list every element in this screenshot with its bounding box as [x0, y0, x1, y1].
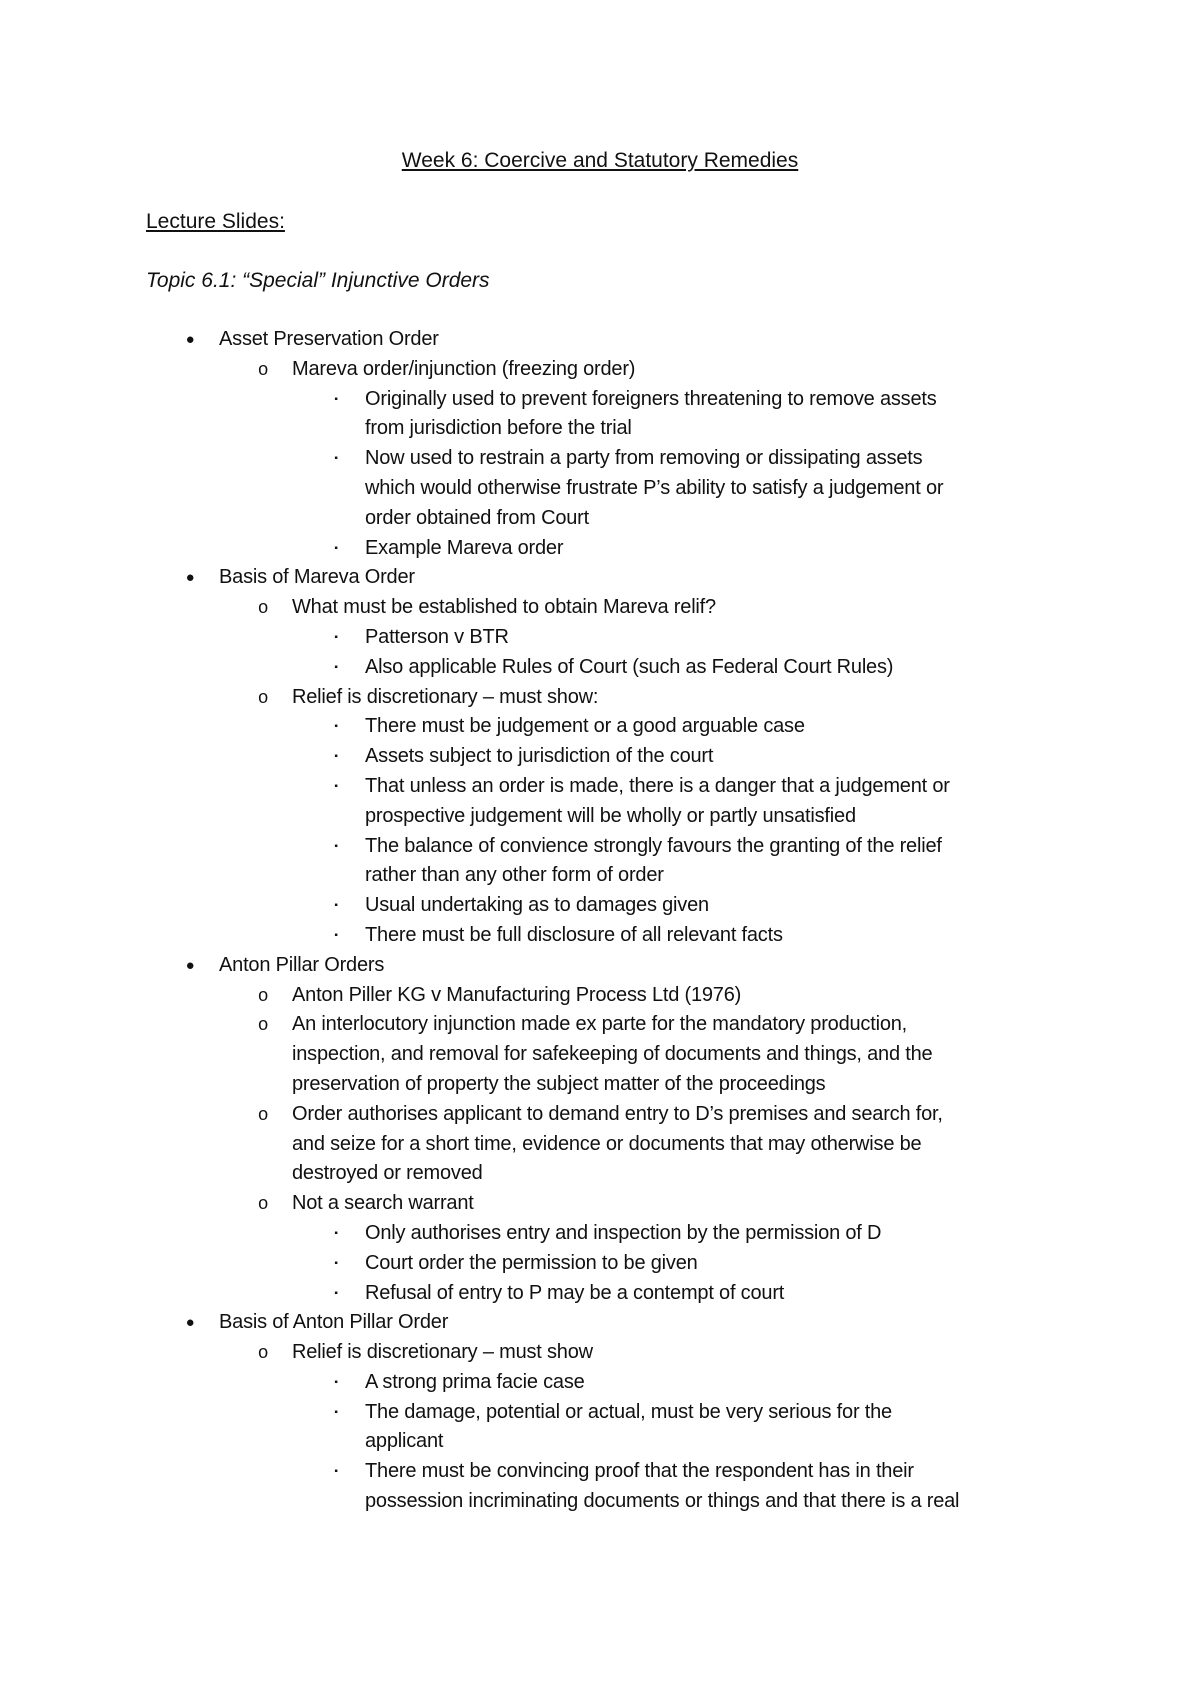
circle-marker: o	[258, 1014, 268, 1035]
list-item-text: Now used to restrain a party from removing or dissipating assets	[365, 447, 923, 470]
list-item	[0, 623, 1200, 653]
list-item-text: Order authorises applicant to demand entry to D’s premises and search for,	[292, 1102, 943, 1125]
list-item	[0, 742, 1200, 772]
list-item	[0, 1338, 1200, 1368]
circle-marker: o	[258, 1342, 268, 1363]
list-item	[0, 444, 1200, 474]
list-item	[0, 1249, 1200, 1279]
list-item	[0, 951, 1200, 981]
list-item	[0, 1100, 1200, 1130]
list-item	[0, 1398, 1200, 1428]
list-item-text: Refusal of entry to P may be a contempt of court	[365, 1281, 785, 1304]
square-bullet-marker: ▪	[334, 1406, 338, 1418]
circle-marker: o	[258, 597, 268, 618]
list-item-text: Court order the permission to be given	[365, 1251, 698, 1274]
circle-marker: o	[258, 358, 268, 379]
list-item-text: Anton Piller KG v Manufacturing Process Ltd (1976)	[292, 983, 742, 1006]
bullet-marker: ●	[185, 1314, 195, 1332]
list-item	[0, 1457, 1200, 1487]
list-item-text: There must be judgement or a good arguable case	[365, 715, 805, 738]
list-item-text: and seize for a short time, evidence or documents that may otherwise be	[292, 1132, 922, 1155]
square-bullet-marker: ▪	[334, 1287, 338, 1299]
list-item-text: Example Mareva order	[365, 536, 564, 559]
list-item	[0, 1308, 1200, 1338]
list-item	[0, 593, 1200, 623]
list-item-text: There must be full disclosure of all relevant facts	[365, 923, 783, 946]
square-bullet-marker: ▪	[334, 900, 338, 912]
square-bullet-marker: ▪	[334, 631, 338, 643]
circle-marker: o	[258, 1193, 268, 1214]
list-item-text: A strong prima facie case	[365, 1370, 585, 1393]
bullet-marker: ●	[185, 569, 195, 587]
list-item-text: possession incriminating documents or things and that there is a real	[365, 1490, 960, 1513]
list-item-continuation	[0, 861, 1200, 891]
list-item-text: There must be convincing proof that the respondent has in their	[365, 1460, 914, 1483]
list-item-continuation	[0, 1040, 1200, 1070]
square-bullet-marker: ▪	[334, 1376, 338, 1388]
list-item-text: Patterson v BTR	[365, 625, 509, 648]
list-item-text: Only authorises entry and inspection by the permission of D	[365, 1221, 882, 1244]
square-bullet-marker: ▪	[334, 542, 338, 554]
list-item	[0, 653, 1200, 683]
list-item-text: which would otherwise frustrate P’s ability to satisfy a judgement or	[365, 476, 944, 499]
bullet-marker: ●	[185, 331, 195, 348]
list-item-text: Relief is discretionary – must show	[292, 1341, 593, 1364]
section-heading: Lecture Slides:	[146, 210, 285, 233]
square-bullet-marker: ▪	[334, 1227, 338, 1239]
list-item-text: order obtained from Court	[365, 506, 590, 529]
square-bullet-marker: ▪	[334, 1257, 338, 1269]
list-item	[0, 1219, 1200, 1249]
circle-marker: o	[258, 686, 268, 707]
list-item-continuation	[0, 1487, 1200, 1517]
list-item-text: Also applicable Rules of Court (such as Federal Court Rules)	[365, 655, 894, 678]
page-title: Week 6: Coercive and Statutory Remedies	[401, 149, 799, 172]
list-item-text: Assets subject to jurisdiction of the court	[365, 745, 714, 768]
list-item-text: Anton Pillar Orders	[219, 953, 385, 976]
list-item-text: Originally used to prevent foreigners threatening to remove assets	[365, 387, 937, 410]
circle-marker: o	[258, 984, 268, 1005]
list-item-continuation	[0, 1130, 1200, 1160]
list-item	[0, 921, 1200, 951]
square-bullet-marker: ▪	[334, 929, 338, 941]
list-item	[0, 385, 1200, 415]
list-item-text: from jurisdiction before the trial	[365, 417, 632, 440]
list-item	[0, 772, 1200, 802]
list-item	[0, 981, 1200, 1011]
list-item-text: Asset Preservation Order	[219, 328, 439, 350]
list-item-text: The damage, potential or actual, must be very serious for the	[365, 1400, 892, 1423]
bullet-marker: ●	[185, 956, 195, 974]
list-item-text: inspection, and removal for safekeeping of documents and things, and the	[292, 1043, 933, 1066]
circle-marker: o	[258, 1103, 268, 1124]
list-item	[0, 891, 1200, 921]
list-item-text: destroyed or removed	[292, 1162, 483, 1185]
list-item-text: prospective judgement will be wholly or partly unsatisfied	[365, 804, 856, 827]
list-item-continuation	[0, 1427, 1200, 1457]
square-bullet-marker: ▪	[334, 840, 338, 852]
list-item-text: Basis of Anton Pillar Order	[219, 1311, 449, 1334]
square-bullet-marker: ▪	[334, 721, 338, 733]
list-item-text: An interlocutory injunction made ex parte for the mandatory production,	[292, 1013, 908, 1036]
list-item	[0, 683, 1200, 713]
list-item-text: Mareva order/injunction (freezing order)	[292, 357, 636, 380]
outline-list	[0, 325, 1200, 1517]
list-item-text: The balance of convience strongly favours the granting of the relief	[365, 834, 942, 857]
list-item	[0, 1368, 1200, 1398]
list-item-text: What must be established to obtain Mareva relif?	[292, 596, 716, 619]
list-item	[0, 1189, 1200, 1219]
list-item	[0, 832, 1200, 862]
list-item-continuation	[0, 802, 1200, 832]
list-item	[0, 712, 1200, 742]
list-item-continuation	[0, 1070, 1200, 1100]
list-item-text: Relief is discretionary – must show:	[292, 685, 599, 708]
list-item-continuation	[0, 474, 1200, 504]
square-bullet-marker: ▪	[334, 661, 338, 673]
square-bullet-marker: ▪	[334, 393, 338, 405]
list-item	[0, 325, 1200, 355]
list-item-continuation	[0, 1159, 1200, 1189]
list-item-text: Usual undertaking as to damages given	[365, 894, 709, 917]
list-item-continuation	[0, 504, 1200, 534]
square-bullet-marker: ▪	[334, 751, 338, 763]
list-item	[0, 1010, 1200, 1040]
list-item	[0, 355, 1200, 385]
square-bullet-marker: ▪	[334, 453, 338, 465]
list-item-text: preservation of property the subject matter of the proceedings	[292, 1072, 826, 1095]
list-item-text: Basis of Mareva Order	[219, 566, 415, 589]
topic-heading: Topic 6.1: “Special” Injunctive Orders	[146, 269, 490, 292]
list-item	[0, 563, 1200, 593]
list-item-continuation	[0, 414, 1200, 444]
list-item-text: applicant	[365, 1430, 444, 1453]
square-bullet-marker: ▪	[334, 780, 338, 792]
square-bullet-marker: ▪	[334, 1466, 338, 1478]
list-item-text: Not a search warrant	[292, 1192, 474, 1215]
list-item	[0, 534, 1200, 564]
list-item	[0, 1279, 1200, 1309]
list-item-text: That unless an order is made, there is a danger that a judgement or	[365, 774, 950, 797]
list-item-text: rather than any other form of order	[365, 864, 664, 887]
